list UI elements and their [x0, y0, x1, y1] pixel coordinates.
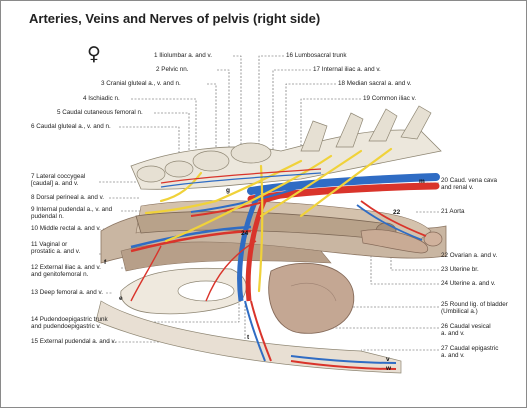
mark-22: 22 — [393, 209, 401, 216]
label-20: 20 Caud. vena cava and renal v. — [441, 177, 498, 192]
label-15: 15 External pudendal a. and v. — [31, 338, 116, 345]
label-6: 6 Caudal gluteal a., v. and n. — [31, 123, 111, 130]
label-21: 21 Aorta — [441, 208, 465, 215]
label-26: 26 Caudal vesical a. and v. — [441, 323, 491, 338]
label-1: 1 Iliolumbar a. and v. — [154, 52, 212, 59]
label-16: 16 Lumbosacral trunk — [286, 52, 347, 59]
mark-t: t — [247, 334, 250, 341]
label-23: 23 Uterine br. — [441, 266, 479, 273]
label-4: 4 Ischiadic n. — [83, 95, 120, 102]
mark-w: w — [386, 365, 392, 372]
label-2: 2 Pelvic nn. — [156, 66, 189, 73]
mark-m: m — [419, 178, 425, 185]
label-8: 8 Dorsal perineal a. and v. — [31, 194, 105, 201]
label-10: 10 Middle rectal a. and v. — [31, 225, 101, 232]
label-25: 25 Round lig. of bladder (Umbilical a.) — [441, 301, 508, 316]
label-3: 3 Cranial gluteal a., v. and n. — [101, 80, 181, 87]
label-18: 18 Median sacral a. and v. — [338, 80, 412, 87]
mark-e: e — [119, 295, 123, 302]
label-11: 11 Vaginal or prostatic a. and v. — [31, 241, 81, 256]
mark-f: f — [104, 259, 107, 266]
bladder — [269, 263, 354, 333]
label-14: 14 Pudendoepigastric trunk and pudendoepigastric v. — [31, 316, 108, 331]
mark-v: v — [386, 356, 390, 363]
label-22: 22 Ovarian a. and v. — [441, 252, 498, 259]
label-5: 5 Caudal cutaneous femoral n. — [57, 109, 143, 116]
mark-g: g — [226, 187, 230, 194]
label-12: 12 External iliac a. and v. and genitofemoral n. — [31, 264, 101, 279]
female-symbol-icon: ♀ — [87, 43, 101, 65]
figure-title: Arteries, Veins and Nerves of pelvis (right side) — [29, 11, 321, 26]
label-27: 27 Caudal epigastric a. and v. — [441, 345, 499, 360]
label-7: 7 Lateral coccygeal [caudal] a. and v. — [31, 173, 86, 188]
label-19: 19 Common iliac v. — [363, 95, 417, 102]
label-13: 13 Deep femoral a. and v. — [31, 289, 103, 296]
label-24: 24 Uterine a. and v. — [441, 280, 496, 287]
label-17: 17 Internal iliac a. and v. — [313, 66, 381, 73]
mark-24: 24 — [241, 230, 249, 237]
label-9: 9 Internal pudendal a., v. and pudendal n. — [31, 206, 113, 221]
